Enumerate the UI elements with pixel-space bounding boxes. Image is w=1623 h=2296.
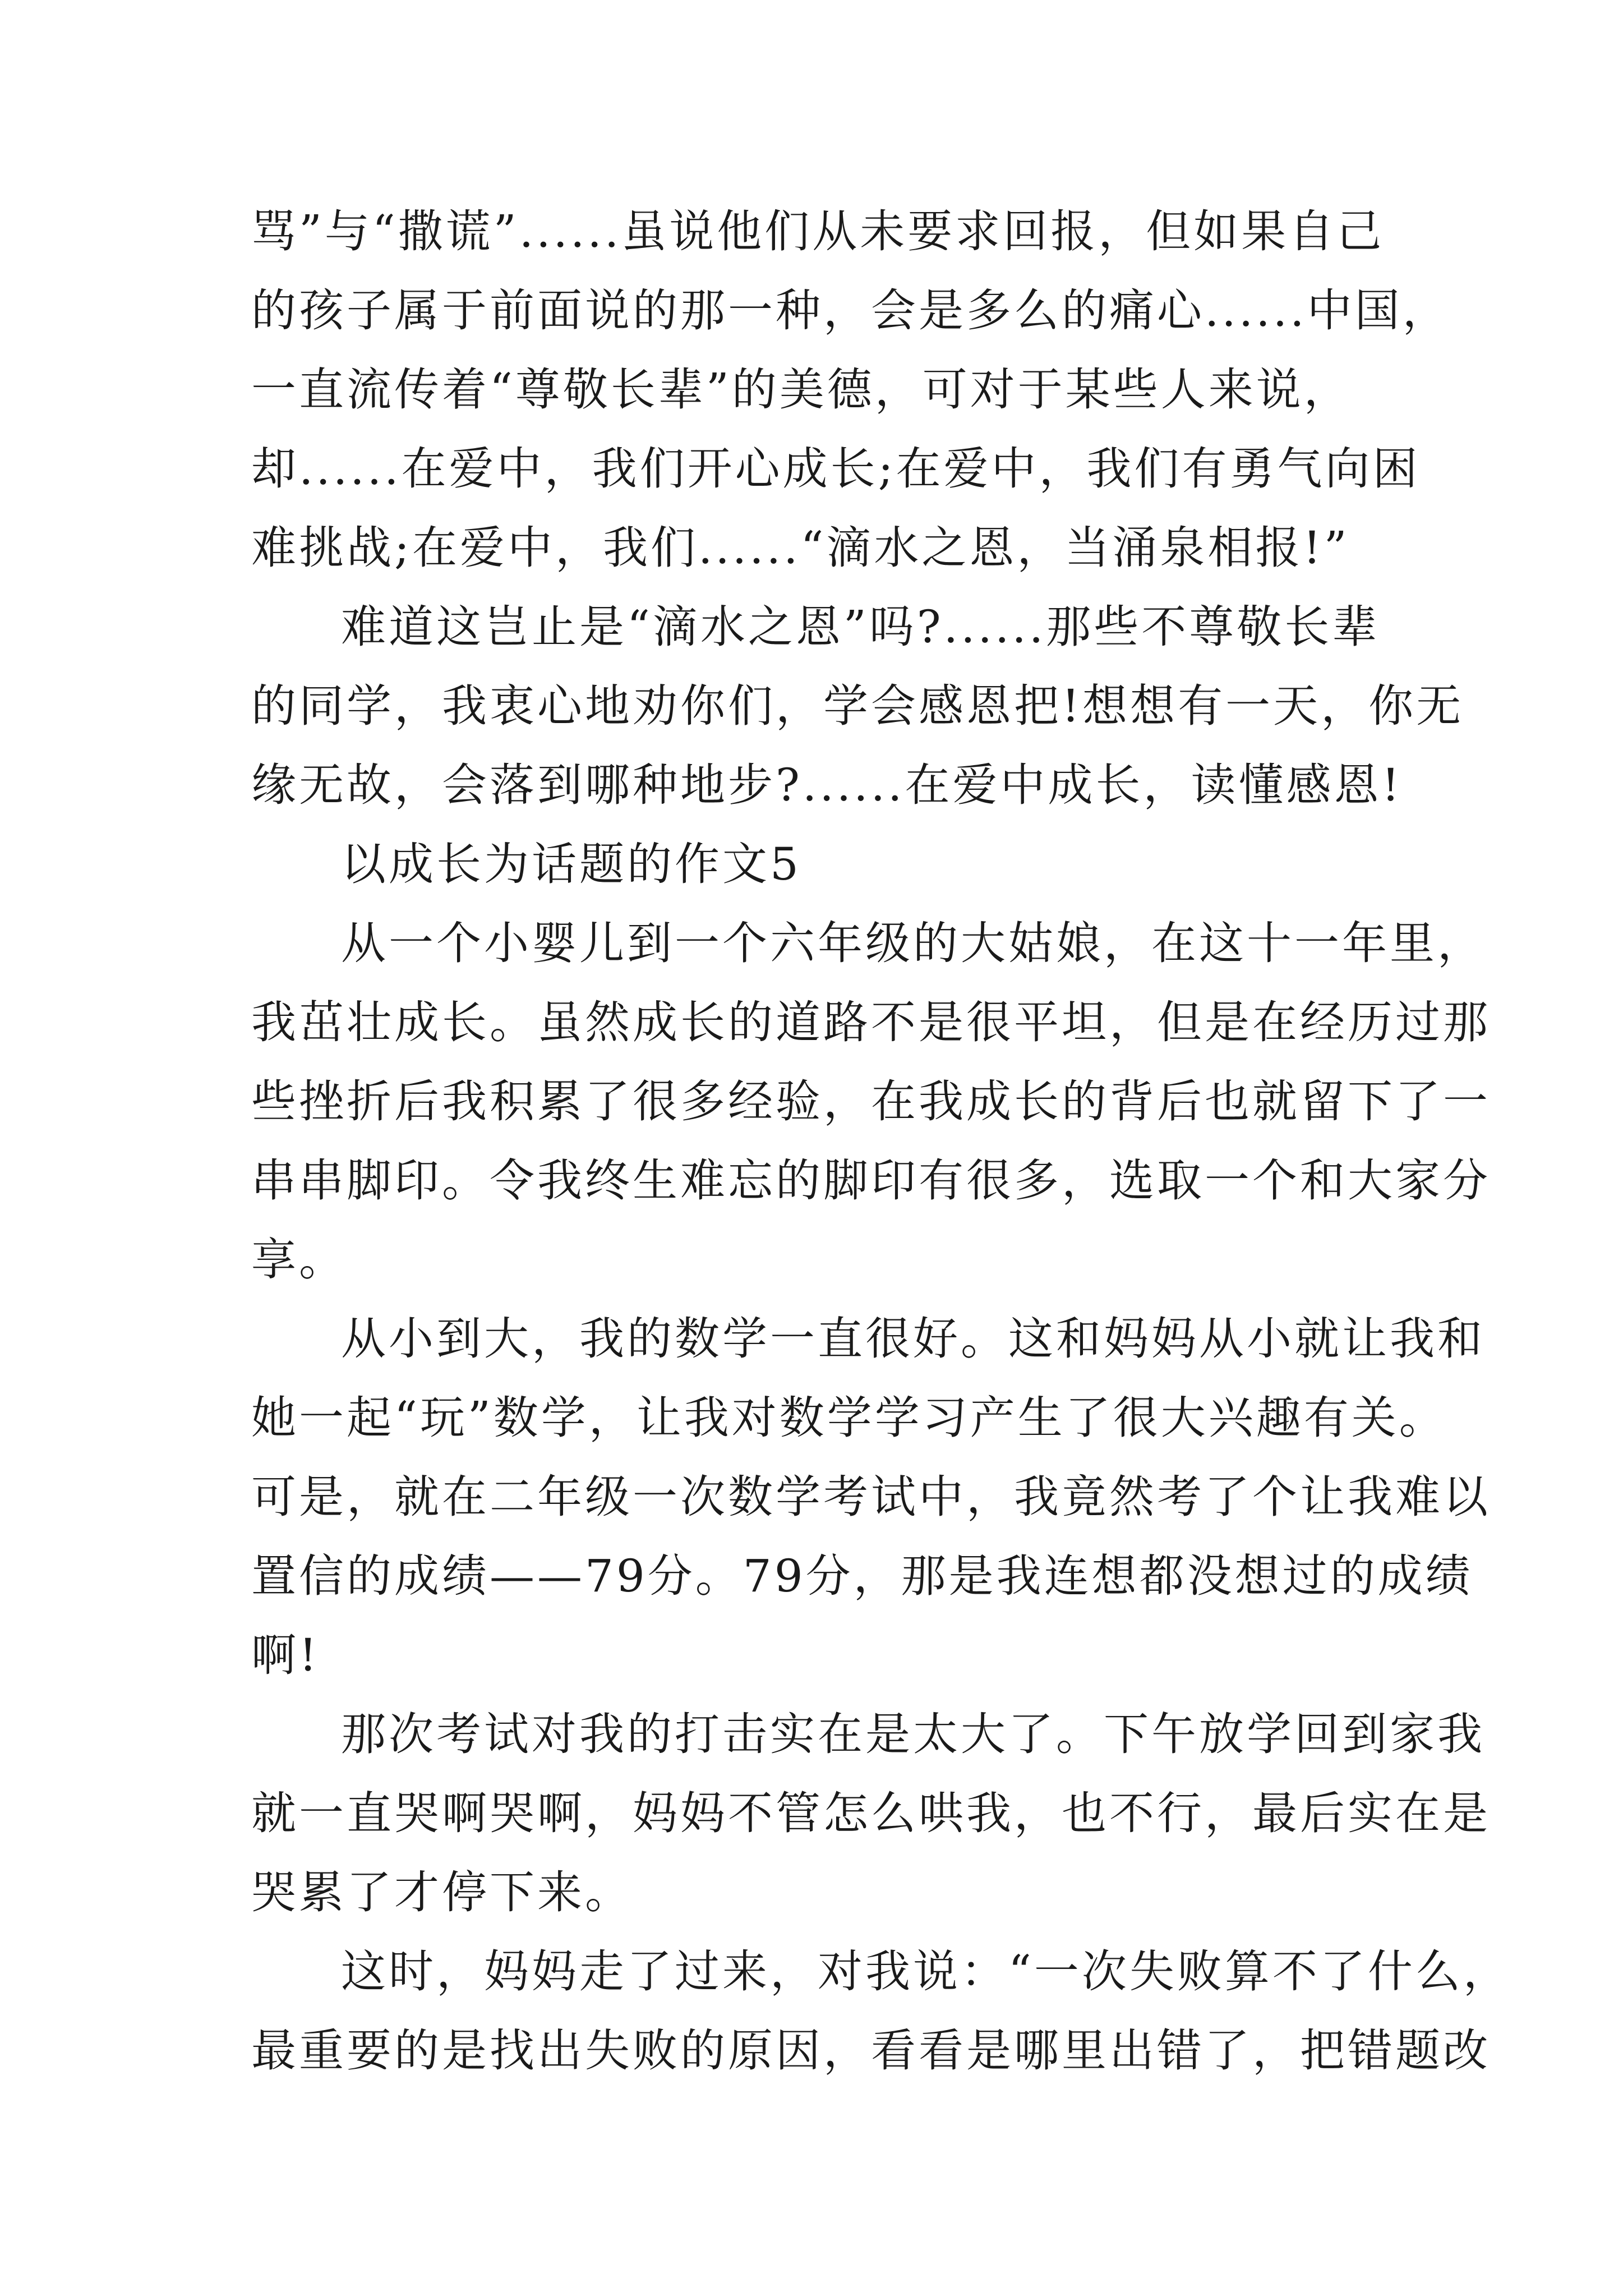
paragraph-start-line: 那次考试对我的打击实在是太大了。下午放学回到家我 — [341, 1708, 1485, 1760]
text-line: 啊! — [251, 1629, 320, 1681]
text-line: 串串脚印。令我终生难忘的脚印有很多，选取一个和大家分 — [251, 1154, 1491, 1207]
text-line: 哭累了才停下来。 — [251, 1866, 633, 1918]
text-line: 骂”与“撒谎”......虽说他们从未要求回报，但如果自己 — [251, 205, 1385, 257]
text-line: 最重要的是找出失败的原因，看看是哪里出错了，把错题改 — [251, 2024, 1491, 2077]
paragraph-start-line: 从一个小婴儿到一个六年级的大姑娘，在这十一年里， — [341, 917, 1485, 969]
text-line: 却......在爱中，我们开心成长;在爱中，我们有勇气向困 — [251, 443, 1421, 495]
paragraph-start-line: 难道这岂止是“滴水之恩”吗?......那些不尊敬长辈 — [341, 601, 1380, 653]
text-line: 缘无故，会落到哪种地步?......在爱中成长，读懂感恩! — [251, 759, 1403, 811]
text-line: 享。 — [251, 1234, 347, 1286]
text-line: 难挑战;在爱中，我们......“滴水之恩，当涌泉相报!” — [251, 522, 1350, 574]
section-heading: 以成长为话题的作文5 — [341, 838, 801, 890]
paragraph-start-line: 从小到大，我的数学一直很好。这和妈妈从小就让我和 — [341, 1313, 1485, 1365]
text-line: 的孩子属于前面说的那一种，会是多么的痛心......中国， — [251, 284, 1450, 337]
text-line: 我茁壮成长。虽然成长的道路不是很平坦，但是在经历过那 — [251, 996, 1491, 1048]
paragraph-start-line: 这时，妈妈走了过来，对我说：“一次失败算不了什么， — [341, 1945, 1511, 1998]
text-line: 她一起“玩”数学，让我对数学学习产生了很大兴趣有关。 — [251, 1392, 1447, 1444]
text-line: 就一直哭啊哭啊，妈妈不管怎么哄我，也不行，最后实在是 — [251, 1787, 1491, 1839]
text-line: 些挫折后我积累了很多经验，在我成长的背后也就留下了一 — [251, 1075, 1491, 1128]
text-line: 置信的成绩——79分。79分，那是我连想都没想过的成绩 — [251, 1550, 1473, 1602]
text-line: 的同学，我衷心地劝你们，学会感恩把!想想有一天，你无 — [251, 680, 1464, 732]
text-line: 可是，就在二年级一次数学考试中，我竟然考了个让我难以 — [251, 1471, 1491, 1523]
text-line: 一直流传着“尊敬长辈”的美德，可对于某些人来说， — [251, 364, 1352, 416]
